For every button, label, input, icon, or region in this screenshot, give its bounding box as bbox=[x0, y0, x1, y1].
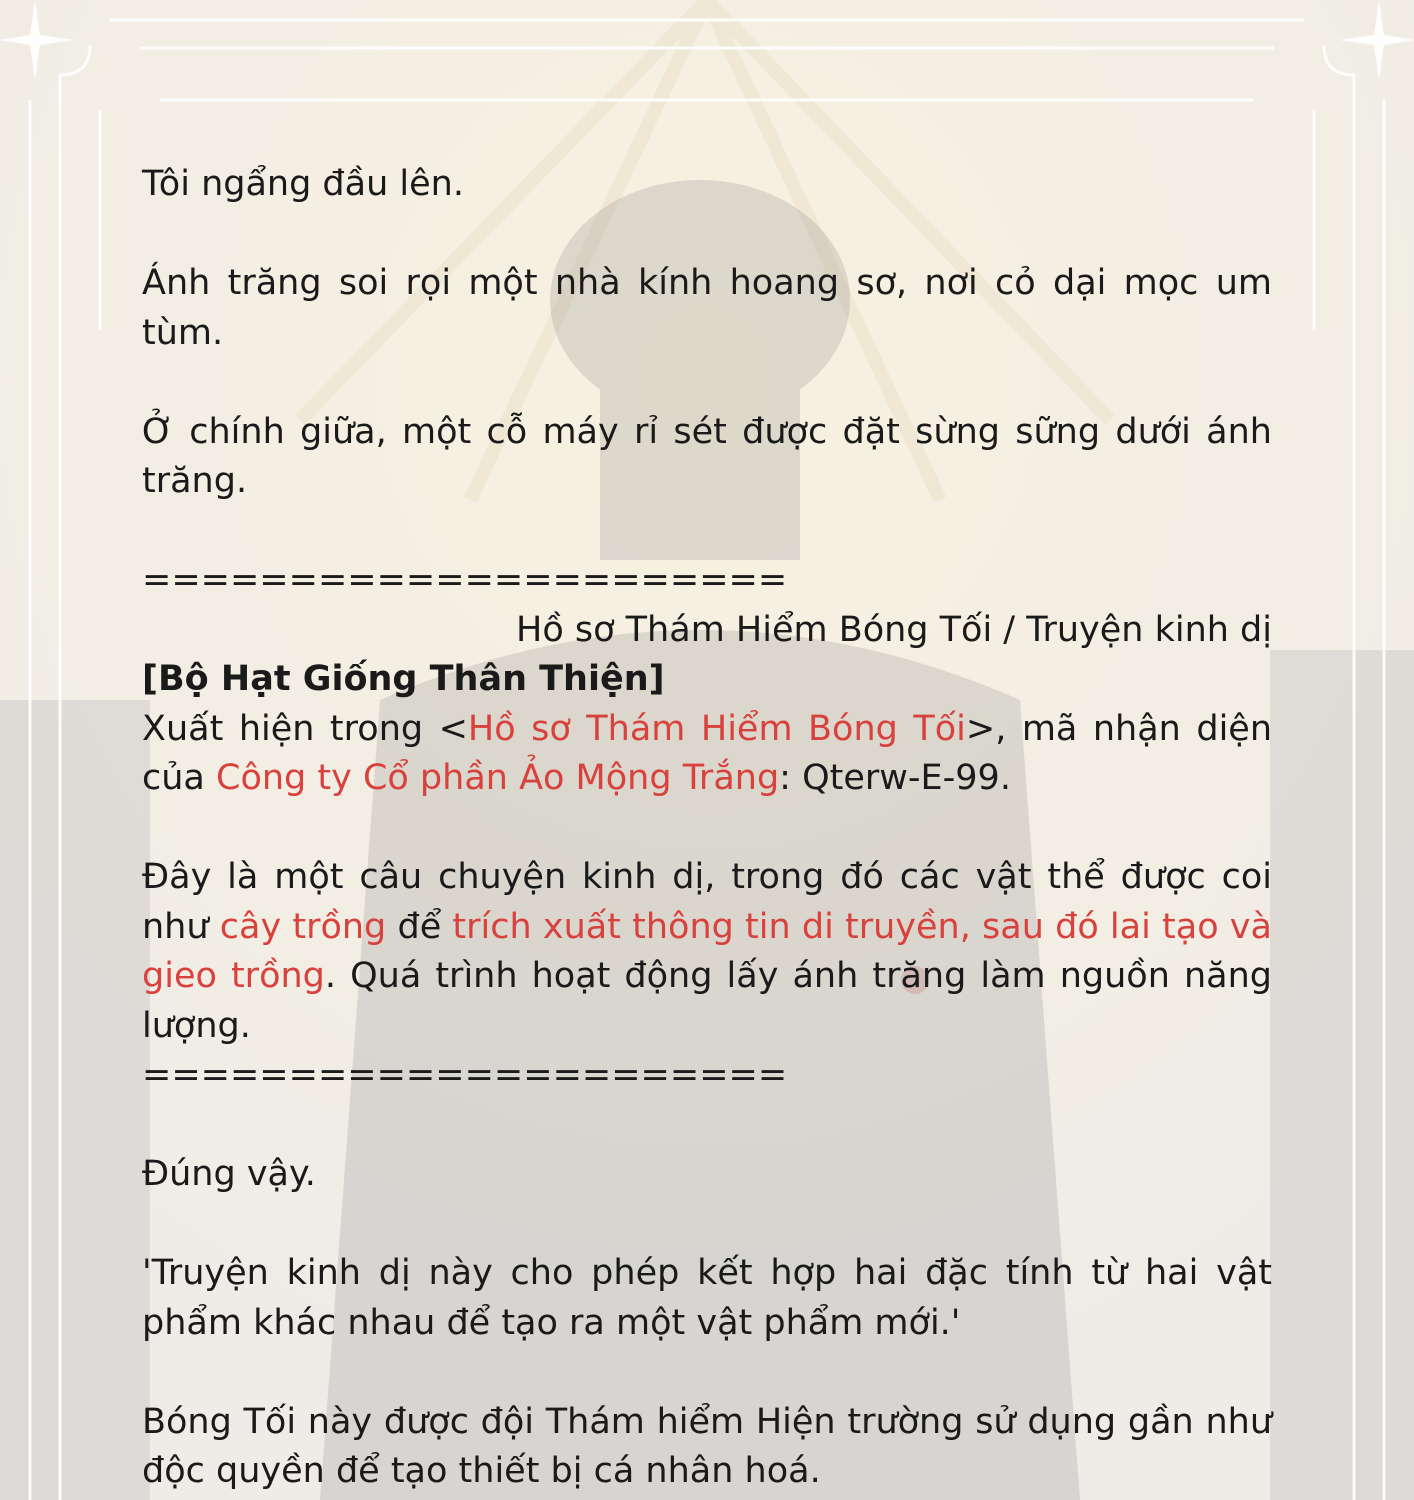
info-description: Đây là một câu chuyện kinh dị, trong đó các vật thể được coi như cây trồng để trích xuất thông tin di truyền, sau đó lai tạo và gieo trồng. Quá trình hoạt động lấy ánh trăng làm nguồn năng lượng. bbox=[142, 857, 1272, 1046]
reading-content bbox=[142, 160, 1272, 1497]
paragraph: Ánh trăng soi rọi một nhà kính hoang sơ, nơi cỏ dại mọc um tùm. bbox=[142, 263, 1272, 353]
highlight-text: Hồ sơ Thám Hiểm Bóng Tối bbox=[467, 708, 966, 749]
paragraph: Đúng vậy. bbox=[142, 1154, 316, 1194]
separator-bottom: ====================== bbox=[142, 1055, 788, 1095]
info-title: [Bộ Hạt Giống Thân Thiện] bbox=[142, 659, 665, 699]
paragraph: Bóng Tối này được đội Thám hiểm Hiện trường sử dụng gần như độc quyền để tạo thiết bị cá nhân hoá. bbox=[142, 1401, 1272, 1491]
paragraph: 'Truyện kinh dị này cho phép kết hợp hai đặc tính từ hai vật phẩm khác nhau để tạo ra một vật phẩm mới.' bbox=[142, 1253, 1272, 1343]
highlight-text: cây trồng bbox=[219, 906, 387, 947]
highlight-text: Công ty Cổ phần Ảo Mộng Trắng bbox=[216, 758, 780, 798]
info-source: Hồ sơ Thám Hiểm Bóng Tối / Truyện kinh dị bbox=[516, 609, 1272, 650]
paragraph: Ở chính giữa, một cỗ máy rỉ sét được đặt sừng sững dưới ánh trăng. bbox=[142, 411, 1272, 501]
info-box bbox=[142, 556, 1272, 1101]
separator-top: ====================== bbox=[142, 560, 788, 600]
paragraph: Tôi ngẩng đầu lên. bbox=[142, 164, 464, 204]
highlight-text: trích xuất thông tin di truyền, sau đó lai tạo và gieo trồng bbox=[142, 906, 1272, 996]
info-origin: Xuất hiện trong <Hồ sơ Thám Hiểm Bóng Tối>, mã nhận diện của Công ty Cổ phần Ảo Mộng Trắng: Qterw-E-99. bbox=[142, 708, 1273, 798]
